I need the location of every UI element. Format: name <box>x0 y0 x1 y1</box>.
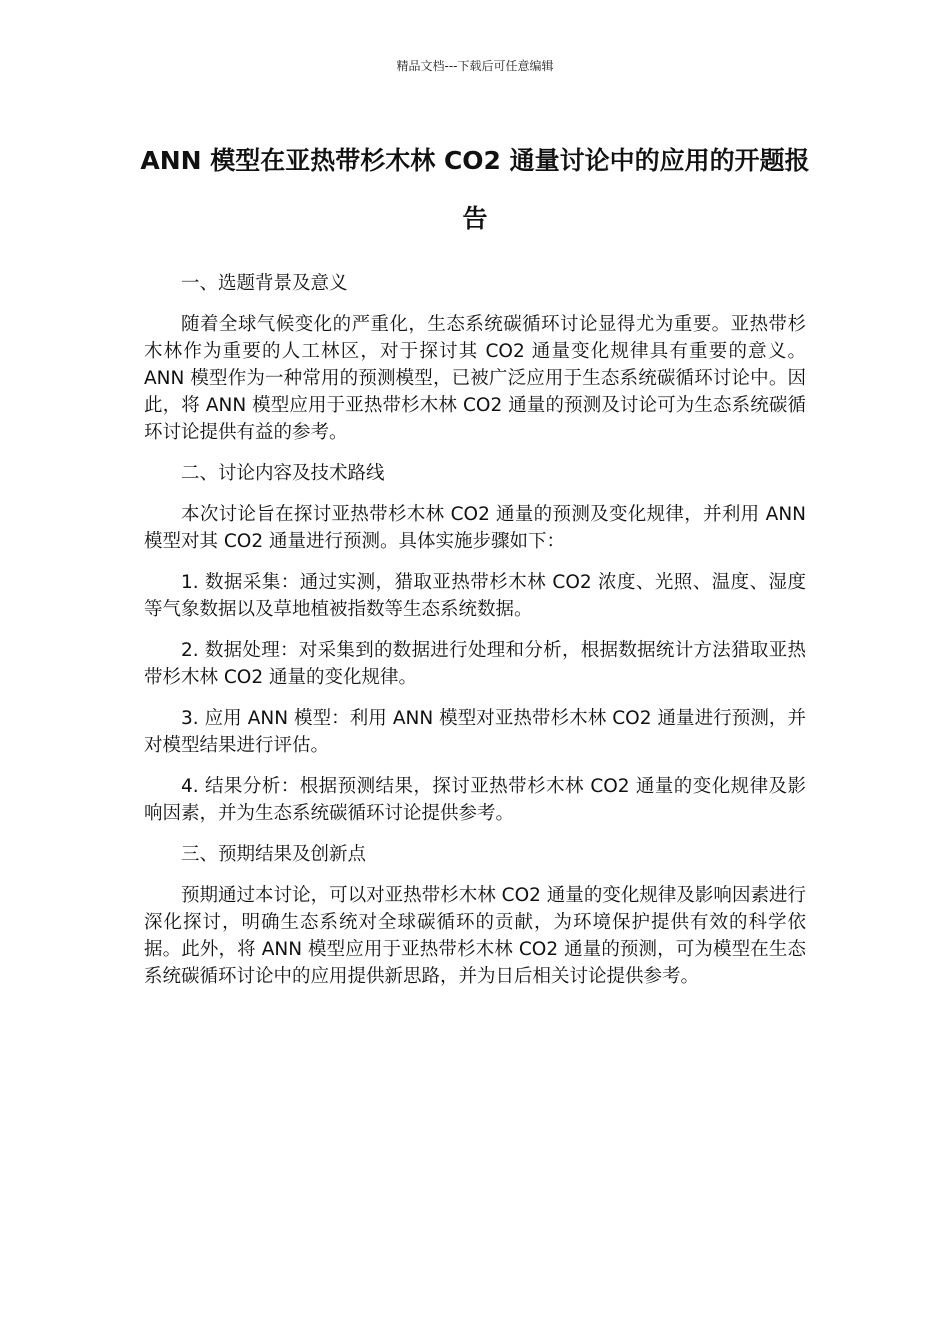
page-header: 精品文档---下载后可任意编辑 <box>396 59 554 73</box>
list-item: 1. 数据采集：通过实测，猎取亚热带杉木林 CO2 浓度、光照、温度、湿度等气象数据以及草地植被指数等生态系统数据。 <box>144 572 806 620</box>
section-heading: 三、预期结果及创新点 <box>181 844 367 865</box>
body-paragraph: 本次讨论旨在探讨亚热带杉木林 CO2 通量的预测及变化规律，并利用 ANN 模型对其 CO2 通量进行预测。具体实施步骤如下： <box>144 504 806 552</box>
section-heading: 二、讨论内容及技术路线 <box>181 463 385 484</box>
list-item: 2. 数据处理：对采集到的数据进行处理和分析，根据数据统计方法猎取亚热带杉木林 CO2 通量的变化规律。 <box>144 640 806 688</box>
body-paragraph: 预期通过本讨论，可以对亚热带杉木林 CO2 通量的变化规律及影响因素进行深化探讨，明确生态系统对全球碳循环的贡献，为环境保护提供有效的科学依据。此外，将 ANN 模型应用于亚热带杉木林 CO2 通量的预测，可为模型在生态系统碳循环讨论中的应用提供新思路，并为日后相关讨论提供参考。 <box>144 885 806 987</box>
document-title: ANN 模型在亚热带杉木林 CO2 通量讨论中的应用的开题报告 <box>140 146 810 233</box>
section-heading: 一、选题背景及意义 <box>181 273 348 294</box>
document-body <box>144 270 806 1004</box>
list-item: 3. 应用 ANN 模型：利用 ANN 模型对亚热带杉木林 CO2 通量进行预测，并对模型结果进行评估。 <box>144 708 806 756</box>
body-paragraph: 随着全球气候变化的严重化，生态系统碳循环讨论显得尤为重要。亚热带杉木林作为重要的人工林区，对于探讨其 CO2 通量变化规律具有重要的意义。ANN 模型作为一种常用的预测模型，已被广泛应用于生态系统碳循环讨论中。因此，将 ANN 模型应用于亚热带杉木林 CO2 通量的预测及讨论可为生态系统碳循环讨论提供有益的参考。 <box>144 314 806 443</box>
list-item: 4. 结果分析：根据预测结果，探讨亚热带杉木林 CO2 通量的变化规律及影响因素，并为生态系统碳循环讨论提供参考。 <box>144 776 806 824</box>
